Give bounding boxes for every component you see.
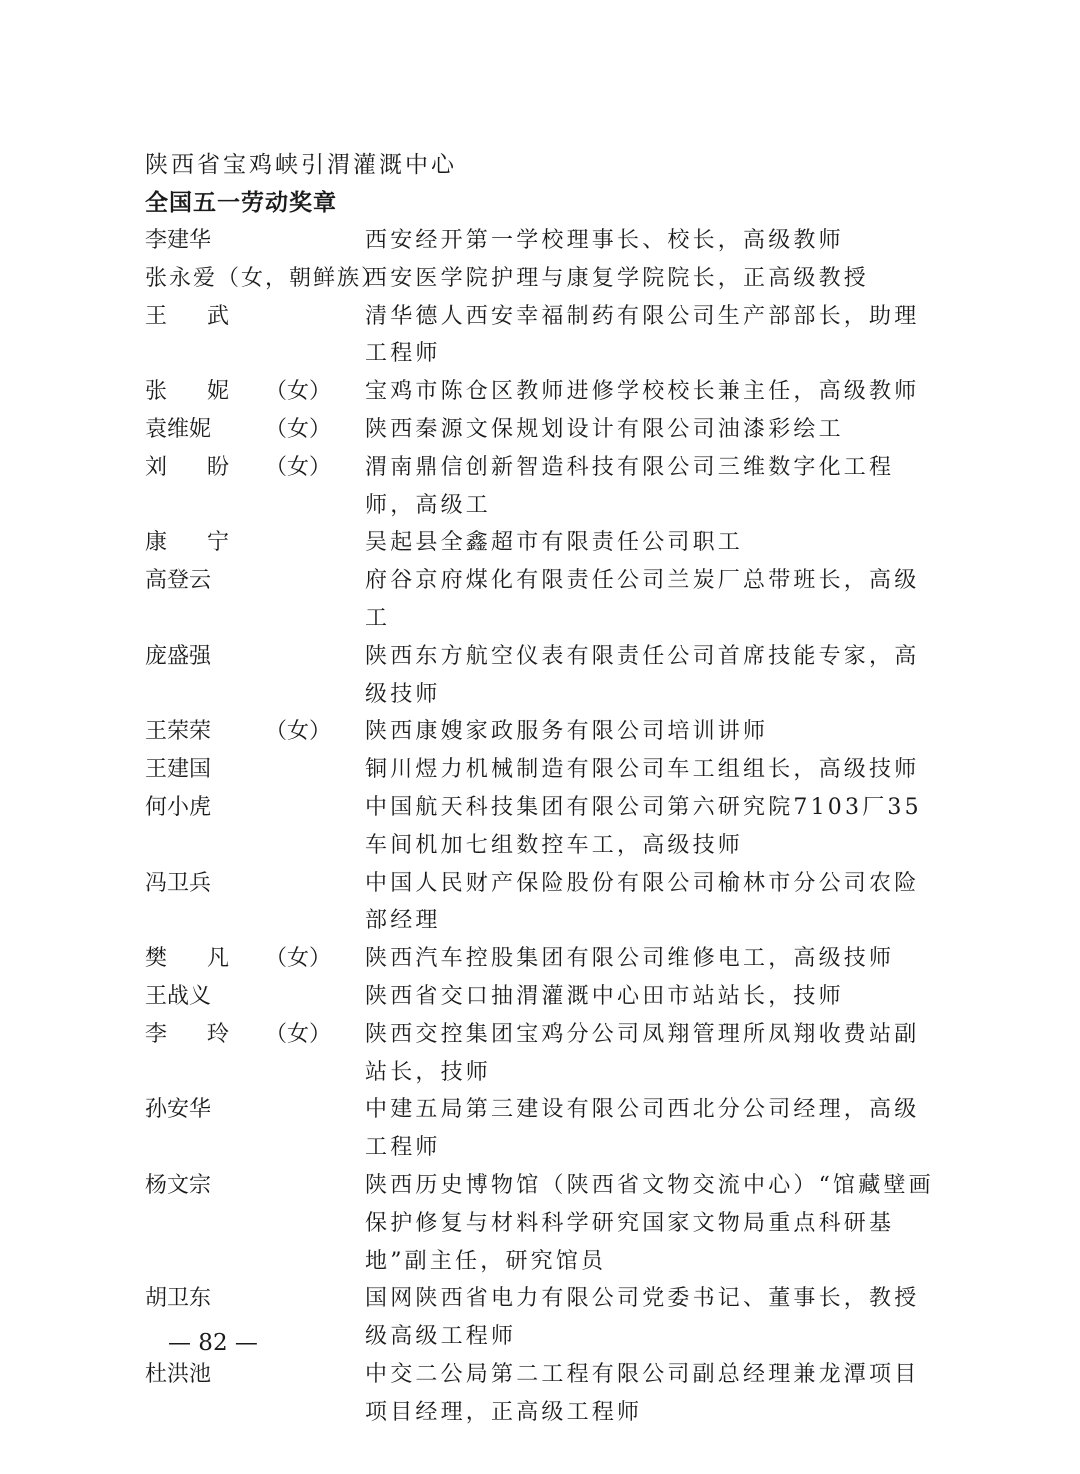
awardee-name: 康宁 [145,530,270,556]
awardee-note [265,562,365,638]
list-item [145,751,945,789]
award-list [145,222,945,1432]
awardee-description: 吴起县全鑫超市有限责任公司职工 [365,530,744,556]
list-item [145,298,945,374]
page-number: — 82 — [168,1330,258,1356]
awardee-description: 宝鸡市陈仓区教师进修学校校长兼主任，高级教师 [365,379,920,405]
awardee-note [265,222,365,260]
awardee-note: （女） [265,379,332,405]
awardee-name: 王武 [145,303,270,329]
list-item [145,411,945,449]
awardee-description: 陕西历史博物馆（陕西省文物交流中心）“馆藏壁画保护修复与材料科学研究国家文物局重点科研基地”副主任，研究馆员 [365,1172,934,1274]
list-item [145,1091,945,1167]
list-item [145,940,945,978]
list-item [145,1016,945,1092]
awardee-note [265,524,365,562]
awardee-note [265,751,365,789]
awardee-description: 清华德人西安幸福制药有限公司生产部部长，助理工程师 [365,303,920,367]
awardee-description: 国网陕西省电力有限公司党委书记、董事长，教授级高级工程师 [365,1286,920,1350]
list-item [145,638,945,714]
awardee-name: 孙安华 [145,1097,212,1123]
awardee-note [265,1356,365,1432]
awardee-note [265,298,365,374]
awardee-description: 陕西秦源文保规划设计有限公司油漆彩绘工 [365,416,844,442]
awardee-name: 袁维妮 [145,416,212,442]
awardee-description: 中交二公局第二工程有限公司副总经理兼龙潭项目项目经理，正高级工程师 [365,1361,920,1425]
list-item [145,222,945,260]
list-item [145,713,945,751]
awardee-description: 陕西省交口抽渭灌溉中心田市站站长，技师 [365,983,844,1009]
awardee-note [265,789,365,865]
awardee-name: 杜洪池 [145,1361,212,1387]
list-item [145,789,945,865]
list-item [145,449,945,525]
awardee-note [265,865,365,941]
list-item [145,865,945,941]
list-item [145,1280,945,1356]
awardee-name: 李建华 [145,228,212,253]
awardee-note: （女） [265,1021,332,1047]
awardee-description: 西安经开第一学校理事长、校长，高级教师 [365,228,844,253]
awardee-name: 杨文宗 [145,1172,212,1198]
list-item [145,373,945,411]
awardee-name: 胡卫东 [145,1286,212,1312]
awardee-name: 王荣荣 [145,719,212,745]
awardee-description: 府谷京府煤化有限责任公司兰炭厂总带班长，高级工 [365,568,920,631]
awardee-description: 陕西康嫂家政服务有限公司培训讲师 [365,719,769,745]
awardee-name: 张妮 [145,379,270,405]
awardee-name: 李玲 [145,1021,270,1047]
list-item [145,978,945,1016]
awardee-description: 西安医学院护理与康复学院院长，正高级教授 [365,265,870,291]
org-line: 陕西省宝鸡峡引渭灌溉中心 [145,152,457,178]
list-item [145,562,945,638]
awardee-note [265,1167,365,1280]
list-item [145,1356,945,1432]
list-item [145,524,945,562]
awardee-name: 庞盛强 [145,643,212,669]
awardee-note: （女） [265,946,332,972]
awardee-note [265,1280,365,1356]
list-item [145,1167,945,1280]
awardee-description: 陕西汽车控股集团有限公司维修电工，高级技师 [365,946,895,972]
awardee-description: 铜川煜力机械制造有限公司车工组组长，高级技师 [365,757,920,783]
awardee-name: 刘盼 [145,454,270,480]
awardee-note [265,638,365,714]
awardee-description: 中建五局第三建设有限公司西北分公司经理，高级工程师 [365,1097,920,1161]
awardee-name: 樊凡 [145,946,270,972]
awardee-note: （女） [265,416,332,442]
awardee-description: 渭南鼎信创新智造科技有限公司三维数字化工程师，高级工 [365,454,895,518]
awardee-name: 冯卫兵 [145,870,212,896]
awardee-name: 高登云 [145,568,212,594]
section-title: 全国五一劳动奖章 [145,190,337,216]
awardee-description: 陕西东方航空仪表有限责任公司首席技能专家，高级技师 [365,643,920,707]
awardee-description: 中国航天科技集团有限公司第六研究院7103厂35车间机加七组数控车工，高级技师 [365,794,922,858]
awardee-note: （女） [265,454,332,480]
awardee-note [265,1091,365,1167]
awardee-name: 张永爱（女，朝鲜族） [145,265,386,291]
awardee-description: 中国人民财产保险股份有限公司榆林市分公司农险部经理 [365,870,920,934]
awardee-name: 王战义 [145,983,212,1009]
awardee-note: （女） [265,719,332,745]
awardee-description: 陕西交控集团宝鸡分公司凤翔管理所凤翔收费站副站长，技师 [365,1021,920,1085]
awardee-note [265,978,365,1016]
awardee-name: 何小虎 [145,794,212,820]
list-item [145,260,945,298]
awardee-name: 王建国 [145,757,212,783]
